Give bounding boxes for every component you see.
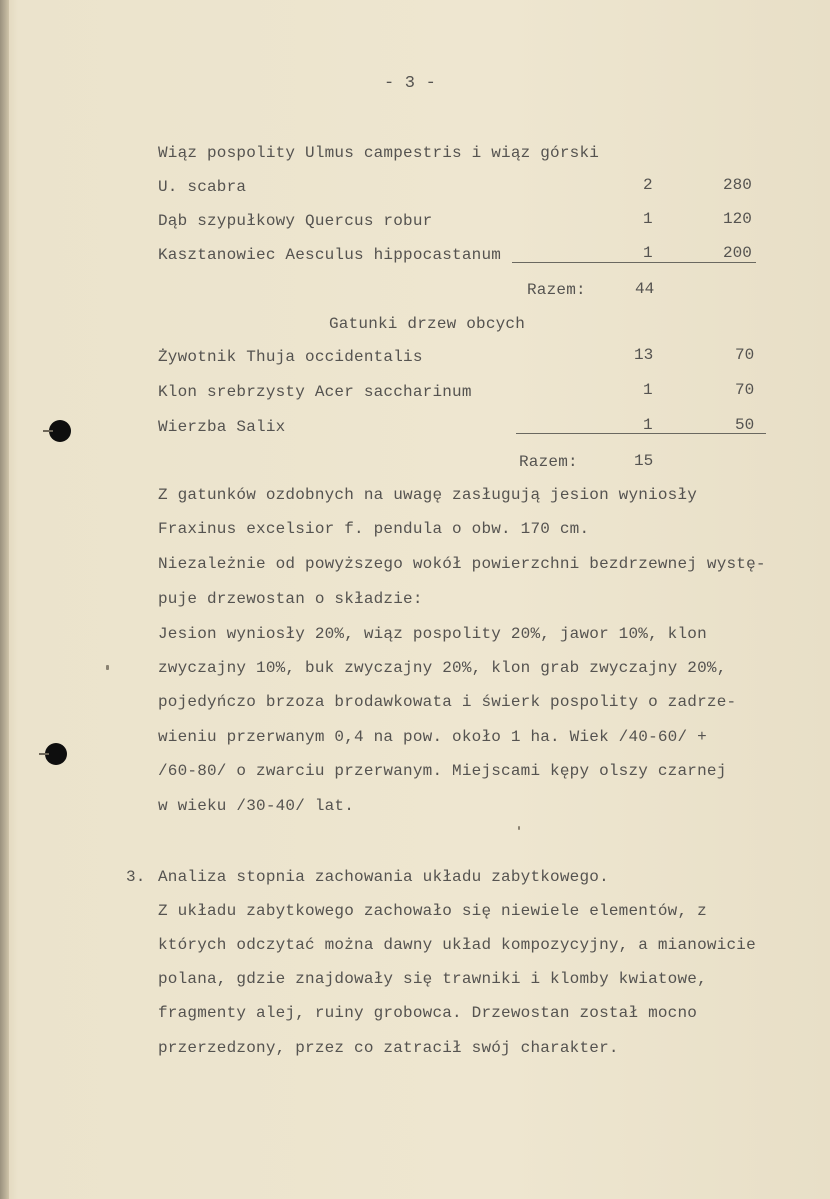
table1-row-name: U. scabra (158, 178, 247, 196)
table2-sum-rule (516, 433, 766, 434)
section-number: 3. (126, 868, 146, 886)
paragraph-line: przerzedzony, przez co zatracił swój charakter. (158, 1039, 619, 1057)
page-number: - 3 - (384, 74, 437, 93)
table2-total-value: 15 (634, 452, 654, 470)
table2-row-name: Wierzba Salix (158, 418, 286, 436)
table2-total-label: Razem: (519, 453, 578, 471)
table2-row-name: Klon srebrzysty Acer saccharinum (158, 383, 472, 401)
paragraph-line: Jesion wyniosły 20%, wiąz pospolity 20%, jawor 10%, klon (158, 625, 707, 643)
table2-row-count: 1 (643, 381, 653, 399)
paragraph-line: zwyczajny 10%, buk zwyczajny 20%, klon grab zwyczajny 20%, (158, 659, 727, 677)
table1-sum-rule (512, 262, 756, 263)
table2-row-count: 1 (643, 416, 653, 434)
table1-row-count: 1 (643, 210, 653, 228)
table1-row-name: Wiąz pospolity Ulmus campestris i wiąz górski (158, 144, 600, 162)
paragraph-line: wieniu przerwanym 0,4 na pow. około 1 ha. Wiek /40-60/ + (158, 728, 707, 746)
paper-speck (518, 826, 520, 830)
paragraph-line: pojedyńczo brzoza brodawkowata i świerk pospolity o zadrze- (158, 693, 737, 711)
table1-row-name: Kasztanowiec Aesculus hippocastanum (158, 246, 502, 264)
section-heading: Gatunki drzew obcych (329, 315, 526, 333)
table1-total-value: 44 (635, 280, 655, 298)
table1-row-count: 1 (643, 244, 653, 262)
table2-row-circumference: 70 (735, 381, 755, 399)
paragraph-line: polana, gdzie znajdowały się trawniki i klomby kwiatowe, (158, 970, 707, 988)
table1-row-circumference: 200 (723, 244, 752, 262)
paragraph-line: /60-80/ o zwarciu przerwanym. Miejscami kępy olszy czarnej (158, 762, 727, 780)
table1-total-label: Razem: (527, 281, 586, 299)
table1-row-circumference: 280 (723, 176, 752, 194)
table1-row-count: 2 (643, 176, 653, 194)
table2-row-name: Żywotnik Thuja occidentalis (158, 348, 423, 366)
paragraph-line: w wieku /30-40/ lat. (158, 797, 355, 815)
paragraph-line: Z gatunków ozdobnych na uwagę zasługują jesion wyniosły (158, 486, 698, 504)
section-title: Analiza stopnia zachowania układu zabytkowego. (158, 868, 609, 886)
paragraph-line: Niezależnie od powyższego wokół powierzchni bezdrzewnej wystę- (158, 555, 766, 573)
paragraph-line: Z układu zabytkowego zachowało się niewiele elementów, z (158, 902, 707, 920)
table1-row-name: Dąb szypułkowy Quercus robur (158, 212, 433, 230)
paragraph-line: Fraxinus excelsior f. pendula o obw. 170 cm. (158, 520, 590, 538)
table2-row-count: 13 (634, 346, 654, 364)
table1-row-circumference: 120 (723, 210, 752, 228)
page-edge-shadow (0, 0, 9, 1199)
paper-speck (106, 665, 109, 670)
punch-hole-top (49, 420, 71, 442)
punch-hole-bottom (45, 743, 67, 765)
table2-row-circumference: 50 (735, 416, 755, 434)
table2-row-circumference: 70 (735, 346, 755, 364)
paragraph-line: których odczytać można dawny układ kompozycyjny, a mianowicie (158, 936, 756, 954)
paragraph-line: puje drzewostan o składzie: (158, 590, 423, 608)
paragraph-line: fragmenty alej, ruiny grobowca. Drzewostan został mocno (158, 1004, 698, 1022)
